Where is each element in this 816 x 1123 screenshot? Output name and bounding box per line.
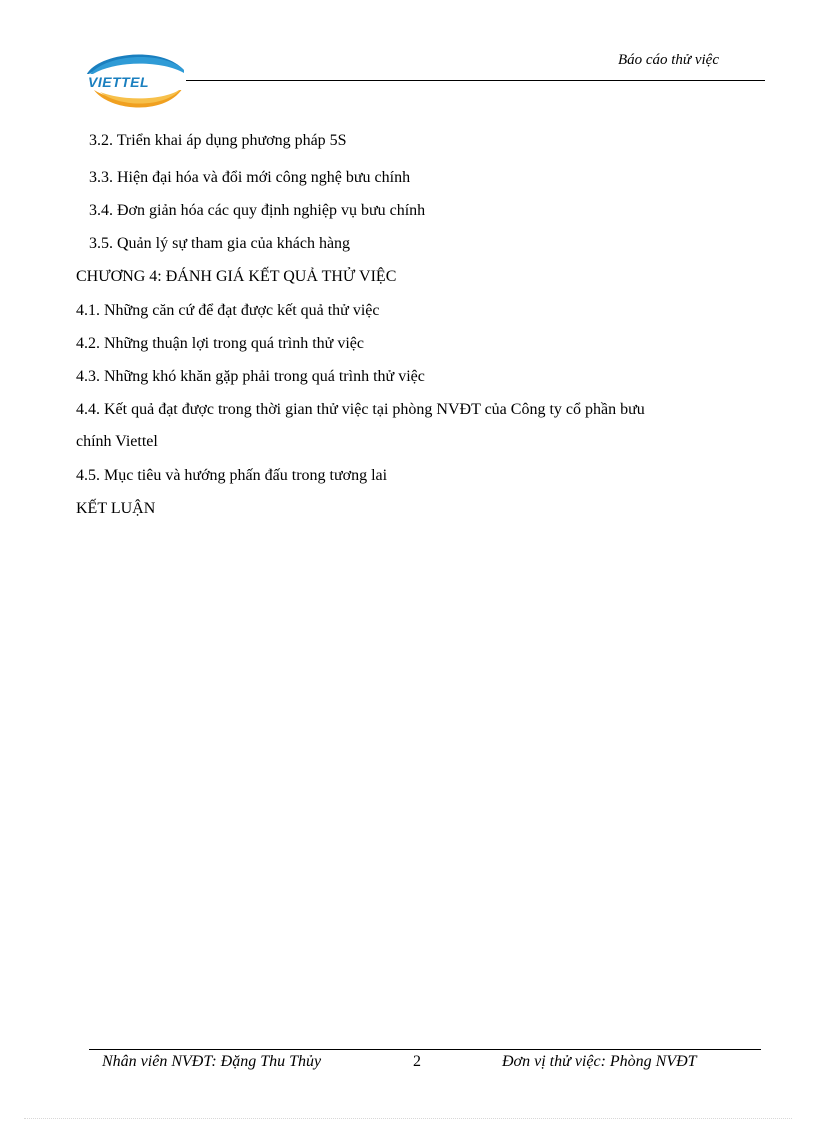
- logo-wordmark: VIETTEL: [88, 74, 150, 90]
- header-rule: [186, 80, 765, 81]
- toc-item-4-4: 4.4. Kết quả đạt được trong thời gian thử việc tại phòng NVĐT của Công ty cổ phần bưu: [76, 401, 645, 418]
- toc-item-4-1: 4.1. Những căn cứ để đạt được kết quả thử việc: [76, 302, 380, 319]
- toc-item-4-4-continued: chính Viettel: [76, 433, 158, 450]
- toc-chapter-4: CHƯƠNG 4: ĐÁNH GIÁ KẾT QUẢ THỬ VIỆC: [76, 268, 397, 285]
- header-title: Báo cáo thử việc: [617, 52, 719, 68]
- page-edge-divider: [24, 1118, 792, 1119]
- toc-item-4-5: 4.5. Mục tiêu và hướng phấn đấu trong tương lai: [76, 467, 388, 484]
- toc-item-3-3: 3.3. Hiện đại hóa và đổi mới công nghệ bưu chính: [89, 169, 411, 186]
- viettel-logo-graphic: [80, 46, 192, 114]
- toc-item-4-2: 4.2. Những thuận lợi trong quá trình thử việc: [76, 335, 364, 352]
- footer-rule: [89, 1049, 761, 1050]
- toc-item-3-2: 3.2. Triển khai áp dụng phương pháp 5S: [89, 132, 347, 149]
- toc-item-4-3: 4.3. Những khó khăn gặp phải trong quá trình thử việc: [76, 368, 425, 385]
- toc-item-3-4: 3.4. Đơn giản hóa các quy định nghiệp vụ bưu chính: [89, 202, 426, 219]
- viettel-logo: [80, 46, 192, 114]
- toc-conclusion: KẾT LUẬN: [76, 500, 156, 517]
- footer-department: Đơn vị thử việc: Phòng NVĐT: [502, 1053, 697, 1070]
- toc-item-3-5: 3.5. Quản lý sự tham gia của khách hàng: [89, 235, 351, 252]
- page-number: 2: [413, 1053, 421, 1070]
- footer-employee: Nhân viên NVĐT: Đặng Thu Thủy: [102, 1053, 322, 1070]
